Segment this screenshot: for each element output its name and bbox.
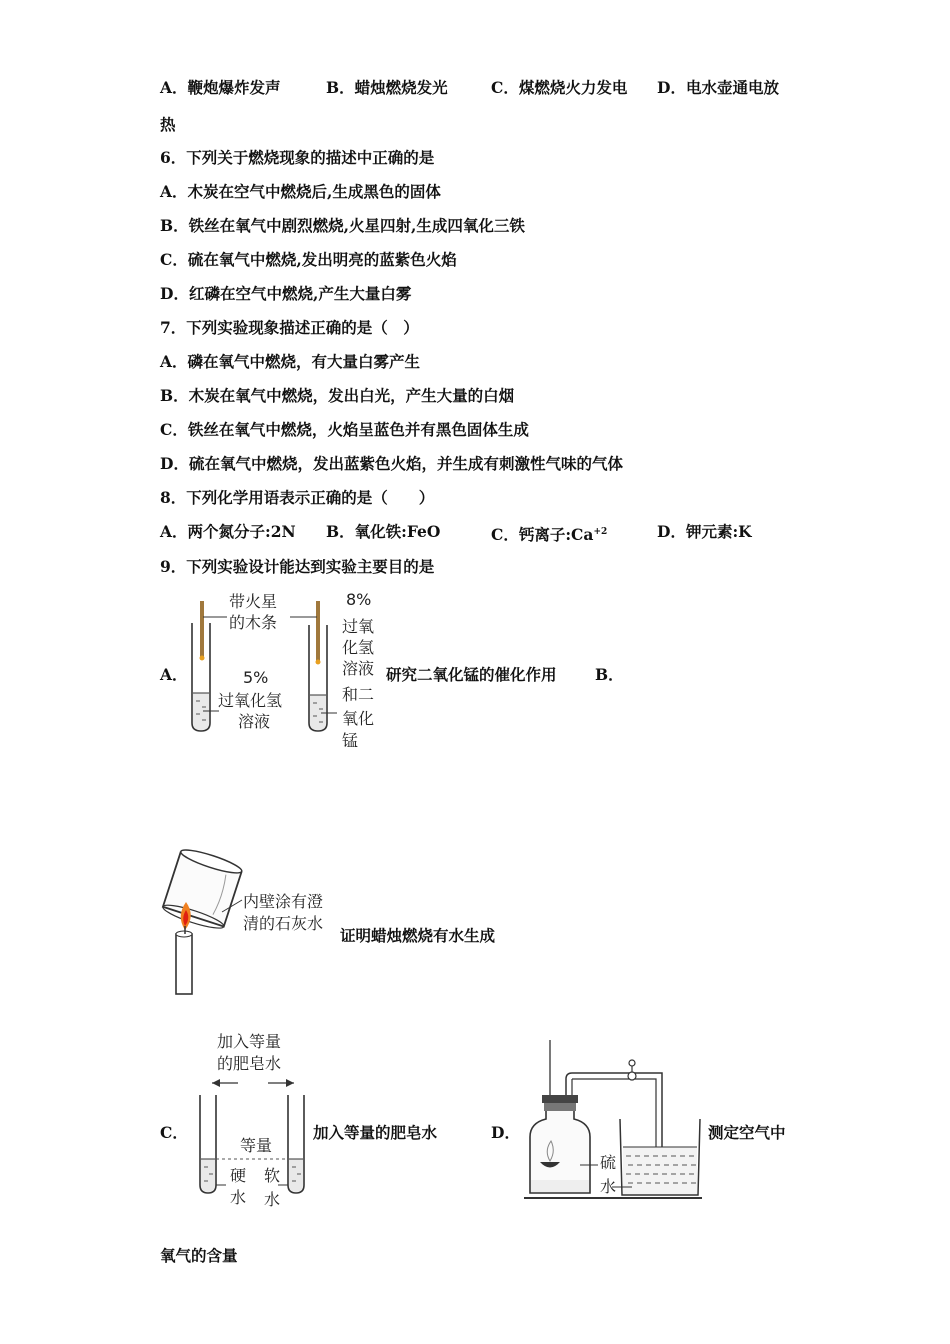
q8-option-c: C．钙离子$:Ca^{+2}$	[491, 525, 608, 545]
q8-charge-superscript: +2	[593, 527, 608, 537]
figa-right-label-2: 化氢	[342, 638, 375, 657]
figa-splint-label-1: 带火星	[229, 592, 278, 611]
figc-hard-water-2: 水	[230, 1188, 247, 1207]
q9-option-d-letter: D．	[491, 1123, 520, 1142]
q6-option-b: B．铁丝在氧气中剧烈燃烧,火星四射,生成四氧化三铁	[160, 216, 525, 235]
q8-option-b: B．氧化铁:FeO	[326, 522, 441, 541]
q6-option-d: D．红磷在空气中燃烧,产生大量白雾	[160, 284, 412, 303]
figa-right-label-6: 锰	[342, 731, 359, 750]
q7-stem: 7．下列实验现象描述正确的是（ ）	[160, 318, 419, 337]
q9-option-d-text: 测定空气中	[708, 1123, 786, 1142]
q5-option-a: A．鞭炮爆炸发声	[160, 78, 281, 97]
figa-right-label-4: 和二	[342, 685, 375, 704]
q9-option-b-text: 证明蜡烛燃烧有水生成	[340, 926, 496, 945]
q6-stem: 6．下列关于燃烧现象的描述中正确的是	[160, 148, 435, 167]
figc-equal-label: 等量	[240, 1136, 273, 1155]
q9-option-a-letter: A．	[160, 665, 188, 684]
q5-option-b: B．蜡烛燃烧发光	[326, 78, 448, 97]
q8-option-d: D．钾元素:K	[657, 522, 752, 541]
figa-right-label-5: 氧化	[342, 709, 375, 728]
q7-option-d: D．硫在氧气中燃烧，发出蓝紫色火焰，并生成有刺激性气味的气体	[160, 454, 623, 473]
q9-option-d-continued: 氧气的含量	[160, 1246, 238, 1265]
figc-label-top-1: 加入等量	[217, 1032, 282, 1051]
figb-lime-water-label-2: 清的石灰水	[243, 914, 324, 933]
q6-option-c: C．硫在氧气中燃烧,发出明亮的蓝紫色火焰	[160, 250, 457, 269]
q5-option-c: C．煤燃烧火力发电	[491, 78, 628, 97]
figa-right-percent: 8%	[346, 590, 372, 609]
figc-soft-water-2: 水	[264, 1190, 281, 1209]
figc-hard-water-1: 硬	[230, 1166, 247, 1185]
q7-option-b: B．木炭在氧气中燃烧，发出白光，产生大量的白烟	[160, 386, 515, 405]
figd-water-label: 水	[600, 1177, 617, 1196]
figure-d-oxygen-apparatus	[520, 1035, 720, 1205]
figc-label-top-2: 的肥皂水	[217, 1054, 282, 1073]
q9-stem: 9．下列实验设计能达到实验主要目的是	[160, 557, 435, 576]
q9-option-a-text: 研究二氧化锰的催化作用	[386, 665, 557, 684]
q7-option-c: C．铁丝在氧气中燃烧，火焰呈蓝色并有黑色固体生成	[160, 420, 529, 439]
q9-option-b-letter: B．	[595, 665, 624, 684]
figa-left-percent: 5%	[243, 668, 269, 687]
figc-soft-water-1: 软	[264, 1166, 281, 1185]
figa-left-solution-1: 过氧化氢	[218, 691, 283, 710]
q8-option-a: A．两个氮分子:2N	[160, 522, 296, 541]
figb-lime-water-label-1: 内壁涂有澄	[243, 892, 324, 911]
q5-option-d-continued: 热	[160, 115, 176, 134]
figa-left-solution-2: 溶液	[238, 712, 271, 731]
figa-right-label-1: 过氧	[342, 617, 375, 636]
figa-right-label-3: 溶液	[342, 659, 375, 678]
figa-splint-label-2: 的木条	[229, 613, 278, 632]
figd-sulfur-label: 硫	[600, 1153, 617, 1172]
q6-option-a: A．木炭在空气中燃烧后,生成黑色的固体	[160, 182, 441, 201]
q9-option-c-letter: C．	[160, 1123, 188, 1142]
q5-option-d: D．电水壶通电放	[657, 78, 779, 97]
q8-stem: 8．下列化学用语表示正确的是（ ）	[160, 488, 435, 507]
q9-option-c-text: 加入等量的肥皂水	[313, 1123, 438, 1142]
q7-option-a: A．磷在氧气中燃烧，有大量白雾产生	[160, 352, 421, 371]
